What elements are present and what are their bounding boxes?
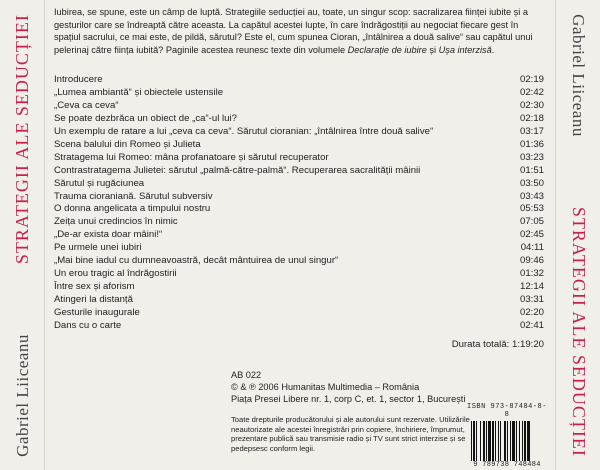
- track-row: [54, 307, 544, 320]
- track-title: Sărutul și rugăciunea: [54, 177, 145, 189]
- intro-text: și: [426, 44, 439, 55]
- track-duration: 02:42: [519, 87, 544, 99]
- barcode-bar: [495, 421, 496, 461]
- publisher-address: Piața Presei Libere nr. 1, corp C, et. 1, sector 1, București: [231, 393, 466, 404]
- track-row: [54, 229, 544, 242]
- spine-author: Gabriel Liiceanu: [569, 13, 588, 137]
- track-row: [54, 126, 544, 139]
- barcode-bar: [519, 421, 520, 461]
- track-row: [54, 100, 544, 113]
- track-title: Gesturile inaugurale: [54, 306, 140, 318]
- track-duration: 05:53: [519, 203, 544, 215]
- barcode-bar: [483, 421, 485, 461]
- track-duration: 02:20: [519, 306, 544, 318]
- barcode-icon: [470, 421, 544, 461]
- track-duration: 01:36: [519, 138, 544, 150]
- track-title: Contrastratagema Julietei: sărutul „palmă-către-palmă“. Recuperarea sacralității mâinii: [54, 164, 421, 176]
- track-title: Dans cu o carte: [54, 319, 122, 331]
- barcode-bar: [510, 421, 511, 461]
- track-title: „Lumea ambiantă“ și obiectele ustensile: [54, 87, 224, 99]
- spine-author: Gabriel Liiceanu: [12, 333, 31, 457]
- barcode-bar: [524, 421, 526, 461]
- track-duration: 02:45: [519, 229, 544, 241]
- track-row: [54, 216, 544, 229]
- track-row: [54, 113, 544, 126]
- barcode-bar: [473, 421, 475, 461]
- barcode-bar: [488, 421, 491, 461]
- track-row: [54, 139, 544, 152]
- track-duration: 02:30: [519, 100, 544, 112]
- barcode-bar: [492, 421, 494, 461]
- track-title: Se poate dezbrăca un obiect de „ca“-ul lui?: [54, 113, 237, 125]
- track-title: Trauma cioraniană. Sărutul subversiv: [54, 190, 213, 202]
- track-duration: 09:46: [519, 255, 544, 267]
- track-duration: 02:41: [519, 319, 544, 331]
- barcode-bar: [500, 421, 501, 461]
- track-row: [54, 165, 544, 178]
- track-title: „De-ar exista doar mâini!“: [54, 229, 163, 241]
- track-title: Zeița unui credincios în nimic: [54, 216, 178, 228]
- back-cover-content: [54, 6, 544, 350]
- barcode-bar: [507, 421, 508, 461]
- track-title: Stratagema lui Romeo: mâna profanatoare și sărutul recuperator: [54, 151, 329, 163]
- legal-notice: Toate drepturile producătorului și ale autorului sunt rezervate. Utilizările neautorizate ale acestei înregistrări prin copiere, închiriere, împrumut, prezentare publică sau transmisie radio și TV sunt strict interzise și se pedepsesc conform legii.: [231, 415, 470, 453]
- track-duration: 01:32: [519, 267, 544, 279]
- track-row: [54, 178, 544, 191]
- track-duration: 12:14: [519, 280, 544, 292]
- track-row: [54, 294, 544, 307]
- track-title: Un exemplu de ratare a lui „ceva ca ceva“. Sărutul cioranian: „întâlnirea între două salive“: [54, 126, 434, 137]
- spine-title: STRATEGII ALE SEDUCȚIEI: [568, 206, 589, 457]
- intro-text: Iubirea, se spune, este un câmp de luptă. Strategiile seducției au, toate, un singur scop: sacralizarea ființei iubite și a gesturilor care se îndreaptă către aceasta. La capătul acestei lupte, în care îndrăgostiții au negociat fiecare gest în spațiul sacrului, ce mai este, de pildă, sărutul? Este el, cum spunea Cioran, „întâlnirea a două salive“ sau capătul unui pelerinaj către ființa iubită? Paginile acestea reunesc texte din volumele: [54, 7, 533, 55]
- intro-text: .: [491, 44, 495, 55]
- total-duration: Durata totală: 1:19:20: [451, 338, 544, 350]
- track-title: Scena balului din Romeo și Julieta: [54, 138, 201, 150]
- barcode-bar: [486, 421, 487, 461]
- track-duration: 01:51: [519, 164, 544, 176]
- track-duration: 03:50: [519, 177, 544, 189]
- intro-paragraph: [54, 6, 544, 56]
- barcode-bar: [516, 421, 517, 461]
- track-row: [54, 255, 544, 268]
- track-row: [54, 74, 544, 87]
- track-title: Un erou tragic al îndrăgostirii: [54, 267, 177, 279]
- barcode-bar: [480, 421, 481, 461]
- track-row: [54, 320, 544, 333]
- track-row: [54, 152, 544, 165]
- barcode-bar: [504, 421, 506, 461]
- spine-title: STRATEGII ALE SEDUCȚIEI: [11, 13, 32, 264]
- track-title: Între sex și aforism: [54, 280, 135, 292]
- left-spine: [0, 0, 45, 470]
- track-duration: 02:18: [519, 113, 544, 125]
- barcode-bar: [512, 421, 515, 461]
- copyright-line: © & ℗ 2006 Humanitas Multimedia – România: [231, 381, 420, 392]
- track-duration: 03:17: [519, 126, 544, 137]
- barcode-bar: [527, 421, 530, 461]
- track-row: [54, 191, 544, 204]
- track-duration: 03:31: [519, 293, 544, 305]
- track-row: [54, 242, 544, 255]
- track-title: „Ceva ca ceva“: [54, 100, 119, 112]
- track-title: Atingeri la distanță: [54, 293, 133, 305]
- barcode-bar: [471, 421, 472, 461]
- barcode-block: [467, 403, 547, 469]
- track-row: [54, 87, 544, 100]
- catalog-number: AB 022: [231, 370, 262, 380]
- track-row: [54, 281, 544, 294]
- track-title: Introducere: [54, 74, 103, 86]
- book-title: Ușa interzisă: [438, 44, 492, 55]
- barcode-bar: [522, 421, 523, 461]
- track-title: „Mai bine iadul cu dumneavoastră, decât mântuirea de unul singur“: [54, 255, 339, 267]
- publisher-info: [231, 370, 531, 405]
- track-list: [54, 74, 544, 332]
- track-duration: 07:05: [519, 216, 544, 228]
- ean-number: 9 789738 748484: [473, 461, 541, 469]
- isbn-label: ISBN 973-87484-8-8: [467, 403, 547, 419]
- track-duration: 04:11: [520, 242, 544, 254]
- track-duration: 03:43: [519, 190, 544, 202]
- book-title: Declarație de iubire: [347, 44, 427, 55]
- track-title: O donna angelicata a timpului nostru: [54, 203, 211, 215]
- right-spine: [555, 0, 600, 470]
- track-row: [54, 203, 544, 216]
- barcode-bar: [498, 421, 499, 461]
- track-duration: 03:23: [519, 151, 544, 163]
- track-title: Pe urmele unei iubiri: [54, 242, 142, 254]
- track-row: [54, 268, 544, 281]
- track-duration: 02:19: [519, 74, 544, 86]
- barcode-bar: [476, 421, 477, 461]
